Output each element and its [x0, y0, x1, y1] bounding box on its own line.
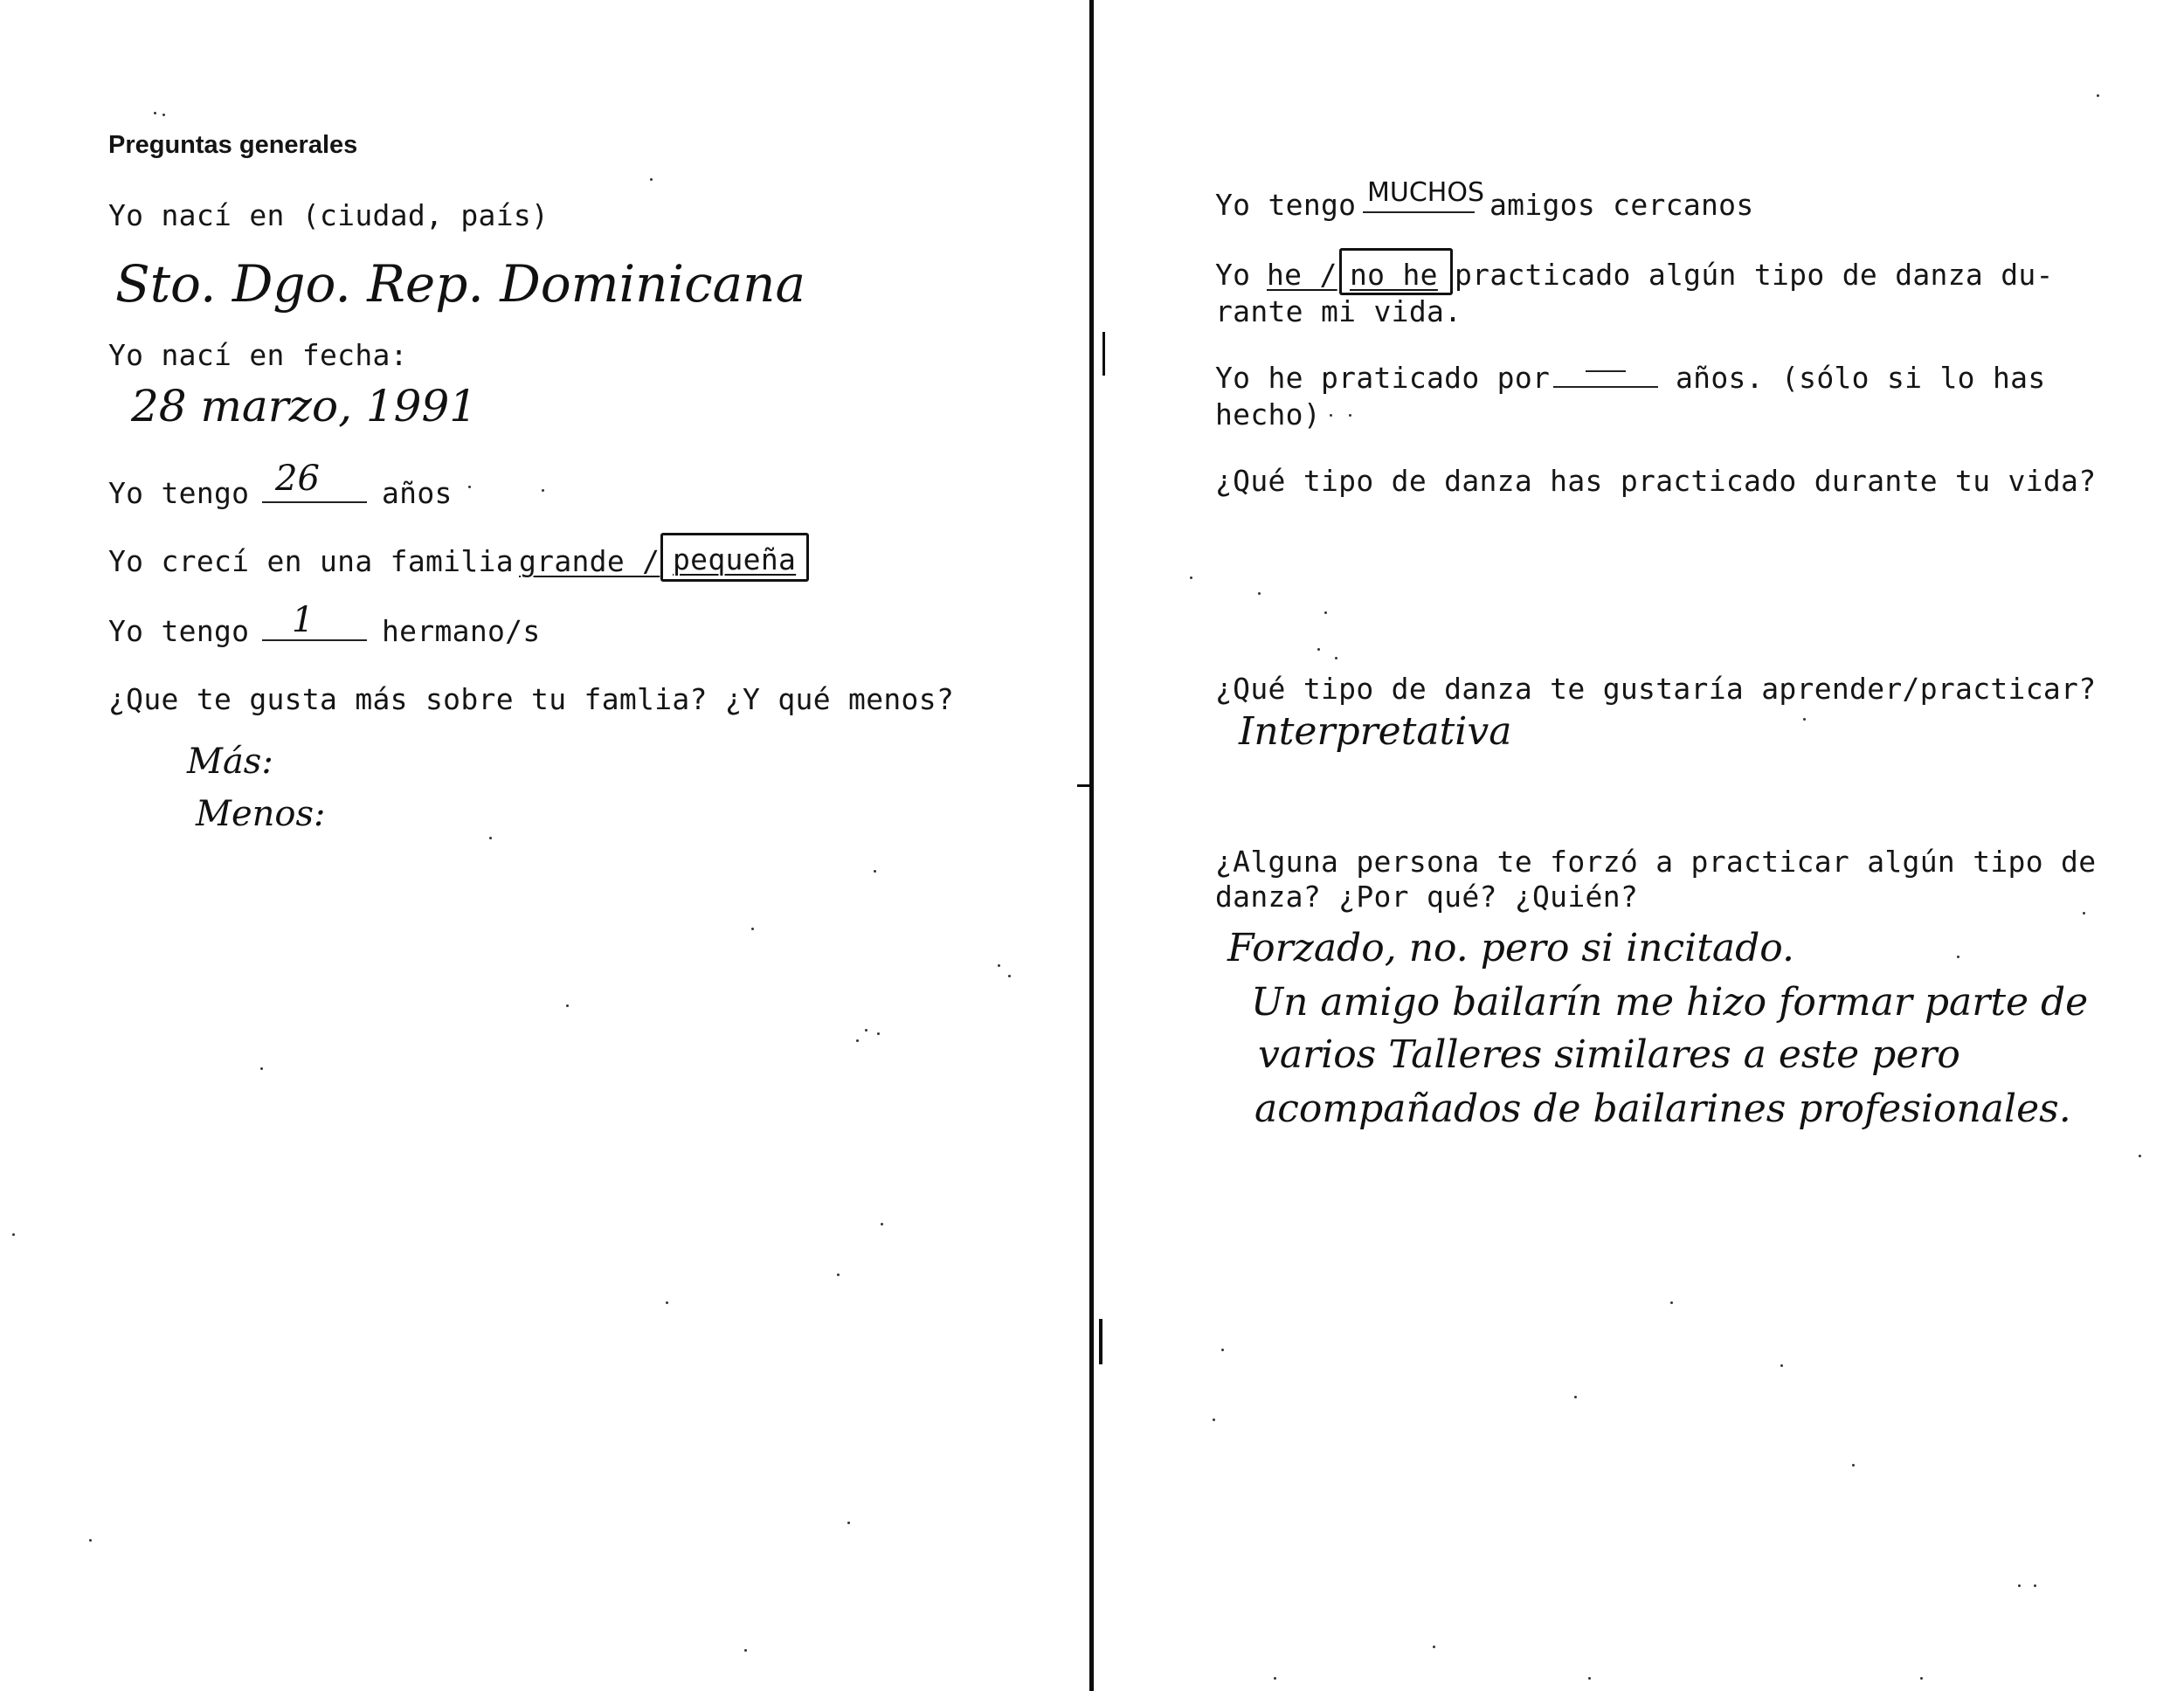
scan-speck	[162, 114, 165, 116]
scan-speck	[2083, 912, 2085, 915]
scan-speck	[2139, 1155, 2141, 1157]
question-age-suffix: años	[382, 476, 453, 510]
scan-speck	[468, 486, 471, 488]
scan-speck	[12, 1233, 15, 1236]
scan-speck	[837, 1273, 840, 1276]
question-age-prefix: Yo tengo	[108, 476, 250, 510]
answer-forced-line1: Forzado, no. pero si incitado.	[1227, 926, 1794, 970]
scan-speck	[2034, 1584, 2036, 1587]
question-siblings-suffix: hermano/s	[382, 614, 541, 648]
answer-line-age	[262, 501, 367, 503]
question-dance-prefix: Yo	[1215, 258, 1251, 292]
scan-speck	[1213, 1418, 1215, 1421]
answer-birthdate: 28 marzo, 1991	[131, 381, 478, 431]
answer-mas: Más:	[187, 742, 273, 782]
question-dance-types: ¿Qué tipo de danza has practicado durante tu vida?	[1215, 464, 2097, 498]
question-family-likes: ¿Que te gusta más sobre tu famlia? ¿Y qué menos?	[108, 682, 955, 716]
question-friends-suffix: amigos cercanos	[1489, 188, 1754, 222]
question-birthdate: Yo nací en fecha:	[108, 338, 408, 372]
scan-speck	[154, 112, 156, 114]
scan-speck	[566, 1004, 569, 1007]
scan-speck	[877, 1032, 880, 1035]
scan-speck	[744, 1649, 747, 1652]
question-dance-suffix: practicado algún tipo de danza du-	[1455, 258, 2054, 292]
scan-speck	[1330, 414, 1332, 417]
book-spine	[1089, 0, 1094, 1691]
answer-line-years	[1553, 386, 1658, 388]
question-birthplace: Yo nací en (ciudad, país)	[108, 198, 549, 232]
scan-speck	[489, 837, 492, 839]
scan-speck	[1780, 1364, 1783, 1367]
answer-forced-line3: varios Talleres similares a este pero	[1258, 1032, 1960, 1077]
scan-speck	[2018, 1584, 2021, 1587]
scan-speck	[1957, 956, 1959, 958]
scan-speck	[1335, 657, 1337, 659]
answer-line-siblings	[262, 639, 367, 641]
answer-friends: MUCHOS	[1367, 177, 1485, 208]
scan-speck	[881, 1223, 883, 1225]
scan-speck	[1221, 1349, 1224, 1351]
answer-forced-line2: Un amigo bailarín me hizo formar parte de	[1251, 980, 2089, 1025]
scan-speck	[998, 964, 1000, 967]
scan-speck	[1574, 1396, 1577, 1398]
scan-speck	[1258, 592, 1261, 595]
scan-speck	[1008, 975, 1011, 977]
answer-menos: Menos:	[196, 794, 326, 834]
answer-dance-learn: Interpretativa	[1239, 709, 1512, 754]
option-pequena-selected: pequeña	[673, 542, 797, 576]
scan-speck	[1433, 1646, 1435, 1648]
scan-speck	[1920, 1677, 1923, 1680]
scan-speck	[542, 489, 544, 492]
spine-mark	[1099, 1319, 1102, 1364]
option-grande: grande /	[519, 544, 660, 578]
answer-dash-years	[1586, 370, 1626, 372]
question-forced-line2: danza? ¿Por qué? ¿Quién?	[1215, 880, 1639, 914]
spine-mark	[1077, 784, 1093, 787]
question-dance-line2: rante mi vida.	[1215, 294, 1462, 328]
scan-speck	[1317, 648, 1320, 651]
answer-forced-line4: acompañados de bailarines profesionales.	[1254, 1087, 2071, 1131]
question-dance-learn: ¿Qué tipo de danza te gustaría aprender/practicar?	[1215, 672, 2097, 706]
scan-speck	[666, 1301, 668, 1304]
spine-mark	[1102, 332, 1105, 376]
scan-speck	[650, 178, 653, 181]
option-no-he-selected: no he	[1350, 258, 1438, 292]
scan-speck	[751, 928, 754, 930]
scan-speck	[1274, 1677, 1276, 1680]
scan-speck	[2097, 94, 2099, 97]
scan-speck	[1349, 414, 1351, 417]
answer-siblings: 1	[292, 600, 314, 640]
answer-birthplace: Sto. Dgo. Rep. Dominicana	[115, 254, 806, 314]
section-heading: Preguntas generales	[108, 131, 358, 159]
question-siblings-prefix: Yo tengo	[108, 614, 250, 648]
answer-age: 26	[275, 459, 320, 499]
scan-speck	[1190, 576, 1192, 579]
scan-speck	[1803, 718, 1806, 721]
scan-speck	[1324, 611, 1327, 614]
scan-speck	[89, 1539, 92, 1542]
question-friends-prefix: Yo tengo	[1215, 188, 1357, 222]
question-years-prefix: Yo he praticado por	[1215, 361, 1551, 395]
scan-speck	[865, 1029, 867, 1032]
scan-speck	[847, 1522, 850, 1524]
question-family-size: Yo crecí en una familia	[108, 544, 514, 578]
option-he: he /	[1267, 258, 1337, 292]
scan-speck	[260, 1067, 263, 1070]
scan-speck	[1588, 1677, 1591, 1680]
question-forced-line1: ¿Alguna persona te forzó a practicar algún tipo de	[1215, 845, 2097, 879]
answer-line-friends	[1363, 211, 1475, 213]
scan-speck	[874, 870, 876, 873]
question-years-suffix: años. (sólo si lo has	[1676, 361, 2046, 395]
question-years-line2: hecho)	[1215, 397, 1322, 431]
scan-speck	[856, 1039, 859, 1042]
scan-speck	[1852, 1464, 1855, 1467]
scan-speck	[1670, 1301, 1673, 1304]
